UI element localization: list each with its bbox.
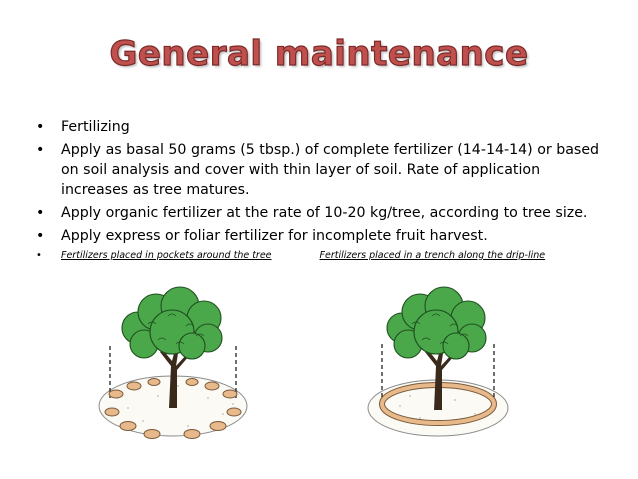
bullet-list	[36, 117, 611, 266]
bullet-text: Apply organic fertilizer at the rate of 10-20 kg/tree, according to tree size.	[61, 205, 588, 221]
tree-trench-illustration	[360, 286, 520, 458]
bullet-dot: •	[36, 205, 45, 221]
bullet-dot: •	[36, 250, 42, 261]
tree-canopy	[122, 287, 222, 359]
bullet-text: Apply as basal 50 grams (5 tbsp.) of complete fertilizer (14-14-14) or based on soil analysis and cover with thin layer of soil. Rate of application increases as tree matures.	[61, 142, 600, 198]
caption-right: Fertilizers placed in a trench along the drip-line	[319, 250, 546, 261]
caption-left: Fertilizers placed in pockets around the tree	[61, 250, 272, 261]
bullet-item	[36, 140, 611, 200]
bullet-item	[36, 117, 611, 137]
tree-canopy	[387, 287, 486, 359]
bullet-item	[36, 226, 611, 246]
bullet-item	[36, 203, 611, 223]
bullet-text: Apply express or foliar fertilizer for incomplete fruit harvest.	[61, 228, 488, 244]
slide-title: General maintenance	[109, 34, 529, 74]
tree-pockets-illustration	[88, 286, 258, 458]
caption-bullet	[36, 249, 611, 263]
bullet-text: Fertilizing	[61, 119, 130, 135]
title-container	[0, 34, 638, 74]
bullet-dot: •	[36, 142, 45, 158]
bullet-dot: •	[36, 119, 45, 135]
bullet-dot: •	[36, 228, 45, 244]
